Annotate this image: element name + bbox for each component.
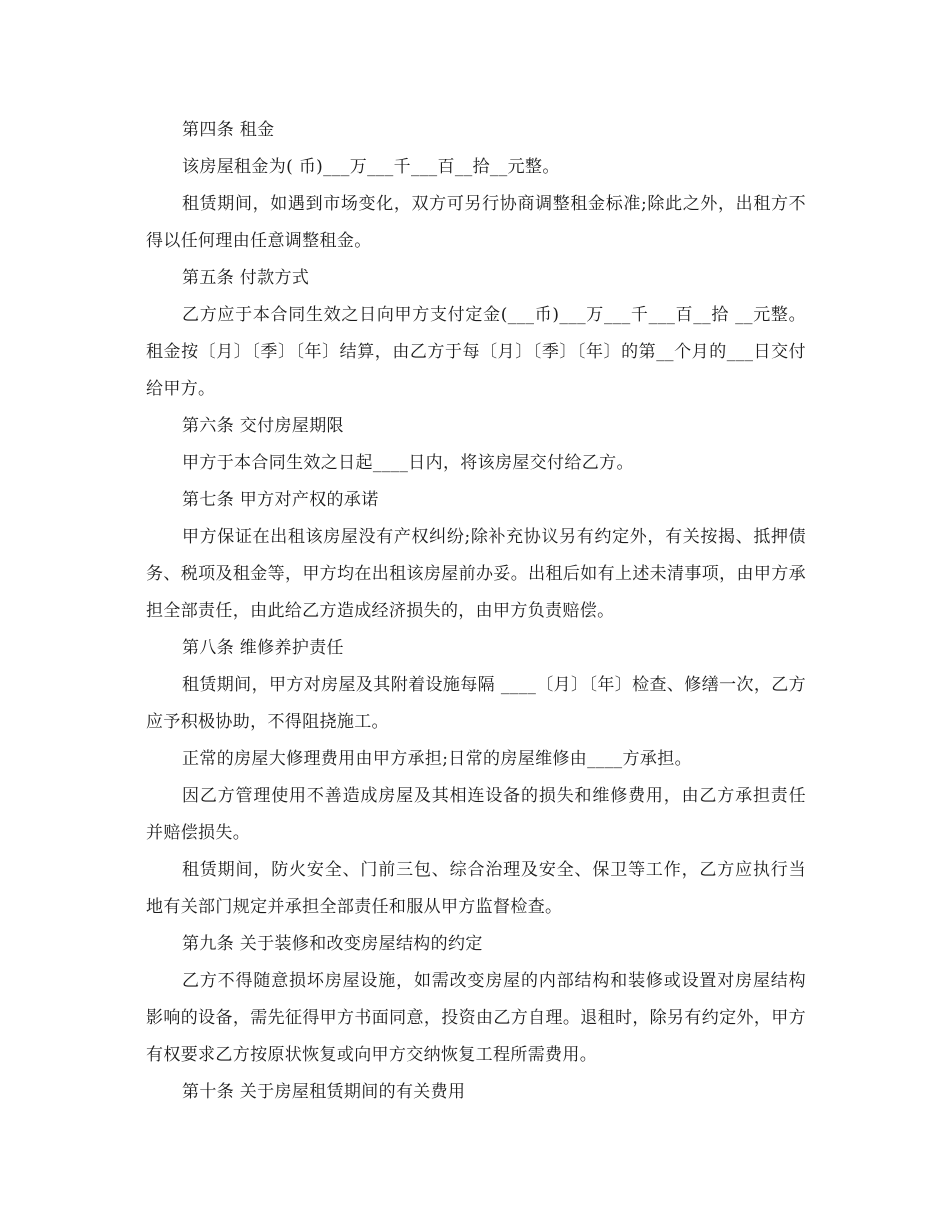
damage-liability-paragraph: 因乙方管理使用不善造成房屋及其相连设备的损失和维修费用，由乙方承担责任并赔偿损失。 [146, 786, 806, 843]
rent-amount-paragraph: 该房屋租金为( 币)___万___千___百__拾__元整。 [182, 157, 560, 177]
article-4-heading: 第四条 租金 [182, 120, 275, 140]
payment-method-paragraph: 乙方应于本合同生效之日向甲方支付定金(___币)___万___千___百__拾 __元整。租金按〔月〕〔季〕〔年〕结算，由乙方于每〔月〕〔季〕〔年〕的第__个月的___日交付给甲方。 [146, 305, 806, 399]
renovation-paragraph: 乙方不得随意损坏房屋设施，如需改变房屋的内部结构和装修或设置对房屋结构影响的设备，需先征得甲方书面同意，投资由乙方自理。退租时，除另有约定外，甲方有权要求乙方按原状恢复或向甲方交纳恢复工程所需费用。 [146, 971, 806, 1065]
document-body [146, 112, 806, 1111]
article-6-heading: 第六条 交付房屋期限 [182, 416, 344, 436]
property-rights-paragraph: 甲方保证在出租该房屋没有产权纠纷;除补充协议另有约定外，有关按揭、抵押债务、税项及租金等，甲方均在出租该房屋前办妥。出租后如有上述未清事项，由甲方承担全部责任，由此给乙方造成经济损失的，由甲方负责赔偿。 [146, 527, 806, 621]
article-8-heading: 第八条 维修养护责任 [182, 638, 344, 658]
rent-adjustment-paragraph: 租赁期间，如遇到市场变化，双方可另行协商调整租金标准;除此之外，出租方不得以任何理由任意调整租金。 [146, 194, 806, 251]
article-7-heading: 第七条 甲方对产权的承诺 [182, 490, 379, 510]
inspection-paragraph: 租赁期间，甲方对房屋及其附着设施每隔 ____〔月〕〔年〕检查、修缮一次，乙方应予积极协助，不得阻挠施工。 [146, 675, 806, 732]
article-9-heading: 第九条 关于装修和改变房屋结构的约定 [182, 934, 483, 954]
safety-duty-paragraph: 租赁期间，防火安全、门前三包、综合治理及安全、保卫等工作，乙方应执行当地有关部门规定并承担全部责任和服从甲方监督检查。 [146, 860, 806, 917]
delivery-term-paragraph: 甲方于本合同生效之日起____日内，将该房屋交付给乙方。 [182, 453, 634, 473]
article-5-heading: 第五条 付款方式 [182, 268, 310, 288]
repair-cost-paragraph: 正常的房屋大修理费用由甲方承担;日常的房屋维修由____方承担。 [182, 749, 692, 769]
article-10-heading: 第十条 关于房屋租赁期间的有关费用 [182, 1082, 466, 1102]
